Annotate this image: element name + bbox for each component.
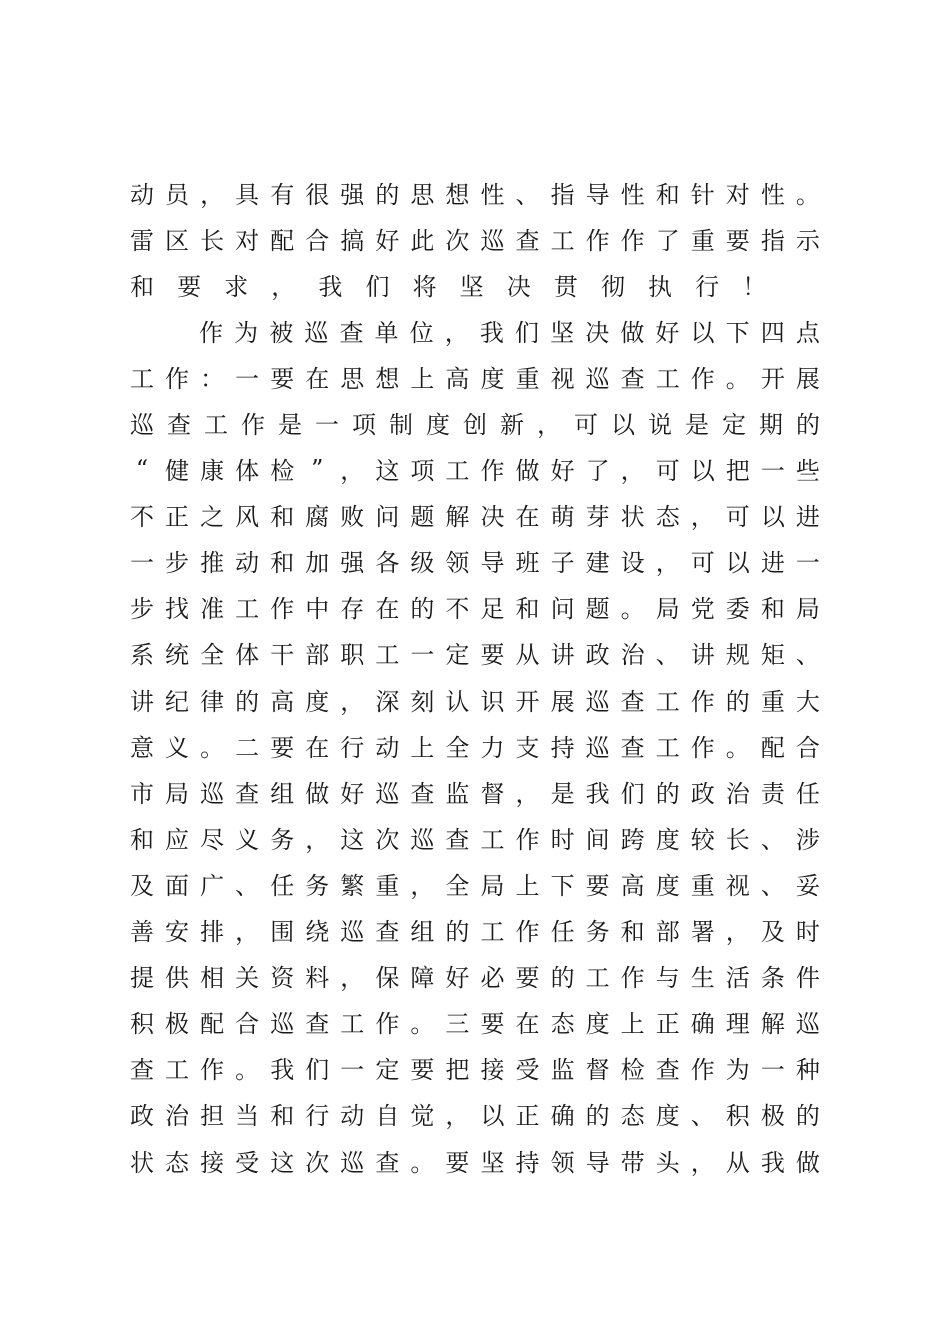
text-line: 系 统 全 体 干 部 职 工 一 定 要 从 讲 政 治 、 讲 规 矩 、	[130, 641, 820, 670]
text-line: “ 健 康 体 检 ” ， 这 项 工 作 做 好 了 ， 可 以 把 一 些	[135, 454, 820, 486]
text-line: 政 治 担 当 和 行 动 自 觉 ， 以 正 确 的 态 度 、 积 极 的	[130, 1102, 820, 1131]
text-line: 查 工 作 。 我 们 一 定 要 把 接 受 监 督 检 查 作 为 一 种	[130, 1056, 820, 1085]
text-line: 动 员 ， 具 有 很 强 的 思 想 性 、 指 导 性 和 针 对 性 。	[130, 180, 820, 209]
text-line: 讲 纪 律 的 高 度 ， 深 刻 认 识 开 展 巡 查 工 作 的 重 大	[130, 687, 820, 716]
text-line: 市 局 巡 查 组 做 好 巡 查 监 督 ， 是 我 们 的 政 治 责 任	[130, 779, 820, 808]
text-line: 状 态 接 受 这 次 巡 查 。 要 坚 持 领 导 带 头 ， 从 我 做	[130, 1148, 820, 1177]
text-line: 雷 区 长 对 配 合 搞 好 此 次 巡 查 工 作 作 了 重 要 指 示	[130, 226, 820, 255]
text-line: 及 面 广 、 任 务 繁 重 ， 全 局 上 下 要 高 度 重 视 、 妥	[130, 871, 820, 900]
text-line: 和 应 尽 义 务 ， 这 次 巡 查 工 作 时 间 跨 度 较 长 、 涉	[130, 825, 820, 854]
text-line: 积 极 配 合 巡 查 工 作 。 三 要 在 态 度 上 正 确 理 解 巡	[130, 1010, 820, 1039]
body-text	[130, 169, 820, 1183]
text-line: 意 义 。 二 要 在 行 动 上 全 力 支 持 巡 查 工 作 。 配 合	[130, 733, 820, 762]
text-line: 不 正 之 风 和 腐 败 问 题 解 决 在 萌 芽 状 态 ， 可 以 进	[130, 503, 820, 532]
text-line: 善 安 排 ， 围 绕 巡 查 组 的 工 作 任 务 和 部 署 ， 及 时	[130, 918, 820, 947]
text-line: 一 步 推 动 和 加 强 各 级 领 导 班 子 建 设 ， 可 以 进 一	[130, 549, 820, 578]
text-line: 提 供 相 关 资 料 ， 保 障 好 必 要 的 工 作 与 生 活 条 件	[130, 964, 820, 993]
text-line: 步 找 准 工 作 中 存 在 的 不 足 和 问 题 。 局 党 委 和 局	[130, 595, 820, 624]
text-line: 和 要 求 ， 我 们 将 坚 决 贯 彻 执 行 ！	[130, 272, 767, 301]
text-line: 工 作 ： 一 要 在 思 想 上 高 度 重 视 巡 查 工 作 。 开 展	[130, 364, 820, 393]
text-line: 作 为 被 巡 查 单 位 ， 我 们 坚 决 做 好 以 下 四 点	[199, 318, 820, 347]
text-line: 巡 查 工 作 是 一 项 制 度 创 新 ， 可 以 说 是 定 期 的	[130, 411, 820, 440]
